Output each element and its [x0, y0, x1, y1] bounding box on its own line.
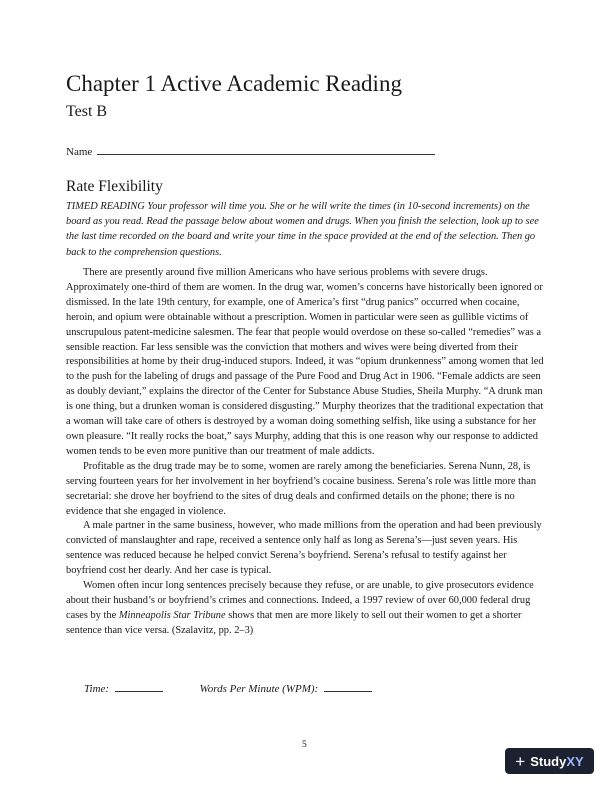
badge-text-study: Study	[530, 753, 567, 769]
section-title: Rate Flexibility	[66, 178, 163, 195]
name-field-row	[66, 143, 435, 159]
passage-paragraph-4-end: shows that men are more likely to sell out their women to get a shorter sentence than vice versa. (Szalavitz, pp. 2–3)	[66, 609, 522, 636]
wpm-label: Words Per Minute (WPM):	[199, 683, 319, 695]
time-entry-row	[84, 681, 372, 695]
plus-icon: +	[515, 751, 526, 771]
name-blank-line[interactable]	[97, 143, 435, 155]
passage-paragraph-4-start: Women often incur long sentences precisely because they refuse, or are unable, to give prosecutors evidence about their husband’s or boyfriend’s crimes and connections. Indeed, a 1997 review of over 60,000 federal drug cases by the	[66, 580, 534, 621]
test-label: Test B	[66, 103, 108, 120]
passage-paragraph-1: There are presently around five million Americans who have serious problems with severe drugs. Approximately one-third of them are women. In the drug war, women’s concerns have historically been ignored or dismissed. In the late 19th century, for example, one of America’s first “drug panics” occurred when cocaine, heroin, and opium were obtainable without a prescription. Women in particular were seen as gullible victims of unscrupulous patent-medicine salesmen. The fear that people would overdose on these so-called “remedies” was a sensible reaction. Far less sensible was the conviction that mothers and wives were being diverted from their responsibilities at home by their drug-induced stupors. Indeed, it was “opium drunkenness” among women that led to the push for the labeling of drugs and passage of the Pure Food and Drug Act in 1906. “Female addicts are seen as doubly deviant,” explains the director of the Center for Substance Abuse Studies, Sheila Murphy. “A drunk man is one thing, but a drunken woman is considered disgusting.” Murphy theorizes that the traditional expectation that a woman will take care of others is destroyed by a woman doing something selfish, like using a substance for her own pleasure. “It really rocks the boat,” says Murphy, adding that this is one reason why our response to addicted women tends to be even more punitive than our treatment of male addicts.	[66, 267, 544, 457]
time-label: Time:	[84, 683, 110, 695]
passage-paragraph-3: A male partner in the same business, however, who made millions from the operation and had been previously convicted of manslaughter and rape, received a sentence only half as long as Serena’s—just seven years. His sentence was reduced because he helped convict Serena’s boyfriend. Serena’s refusal to testify against her boyfriend cost her dearly. And her case is typical.	[66, 520, 542, 577]
passage-paragraph-4	[66, 579, 548, 639]
page-number: 5	[302, 740, 307, 750]
reading-passage	[66, 266, 548, 639]
wpm-blank[interactable]	[324, 681, 372, 692]
badge-text-xy: XY	[566, 753, 584, 769]
time-blank[interactable]	[115, 681, 163, 692]
timed-reading-instructions: TIMED READING Your professor will time you. She or he will write the times (in 10-second increments) on the board as you read. Read the passage below about women and drugs. When you finish the selection, look up to see the last time recorded on the board and write your time in the space provided at the end of the selection. Then go back to the comprehension questions.	[66, 201, 539, 258]
name-label: Name	[66, 146, 93, 158]
passage-paragraph-2: Profitable as the drug trade may be to some, women are rarely among the beneficiaries. Serena Nunn, 28, is serving fourteen years for her involvement in her boyfriend’s cocaine business. Serena’s role was little more than secretarial: she drove her boyfriend to the sites of drug deals and confirmed details on the phone; there is no evidence that she engaged in violence.	[66, 460, 537, 517]
newspaper-title: Minneapolis Star Tribune	[118, 609, 226, 621]
chapter-title: Chapter 1 Active Academic Reading	[66, 71, 402, 96]
studyxy-badge[interactable]	[505, 748, 594, 774]
